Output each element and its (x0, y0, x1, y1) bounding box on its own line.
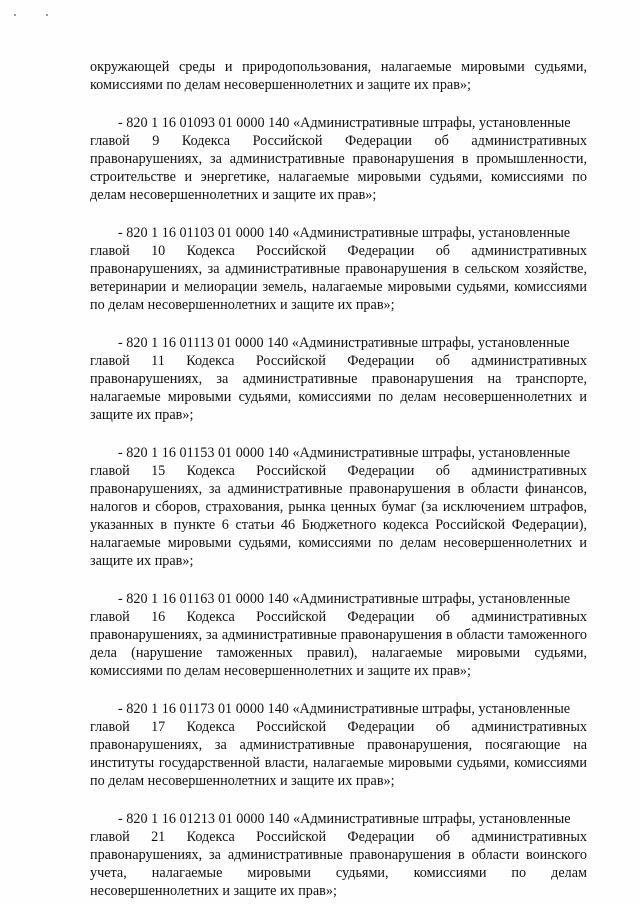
document-body (90, 58, 587, 920)
item-code-line: - 820 1 16 01113 01 0000 140 «Административные штрафы, установленные (118, 335, 570, 351)
item-code-line: - 820 1 16 01153 01 0000 140 «Административные штрафы, установленные (118, 445, 571, 461)
item-text: главой 17 Кодекса Российской Федерации об административных правонарушениях, за административные правонарушения, посягающие на институты государственной власти, налагаемые мировыми судьями, комиссиями по делам несовершеннолетних и защите их прав»; (90, 719, 587, 789)
item-text: главой 21 Кодекса Российской Федерации об административных правонарушениях, за административные правонарушения в области воинского учета, налагаемые мировыми судьями, комиссиями по делам несовершеннолетних и защите их прав»; (90, 829, 587, 899)
item-code-line: - 820 1 16 01213 01 0000 140 «Административные штрафы, установленные (118, 811, 571, 827)
list-item (90, 810, 587, 900)
item-text: главой 15 Кодекса Российской Федерации об административных правонарушениях, за административные правонарушения в области финансов, налогов и сборов, страхования, рынка ценных бумаг (за исключением штрафов, указанных в пункте 6 статьи 46 Бюджетного кодекса Российской Федерации), налагаемые мировыми судьями, комиссиями по делам несовершеннолетних и защите их прав»; (90, 463, 587, 569)
item-text: главой 10 Кодекса Российской Федерации об административных правонарушениях, за административные правонарушения в сельском хозяйстве, ветеринарии и мелиорации земель, налагаемые мировыми судьями, комиссиями по делам несовершеннолетних и защите их прав»; (90, 243, 587, 313)
list-item (90, 590, 587, 680)
list-item (90, 224, 587, 314)
item-code-line: - 820 1 16 01093 01 0000 140 «Административные штрафы, установленные (118, 115, 571, 131)
list-item (90, 114, 587, 204)
list-item (90, 334, 587, 424)
list-item (90, 700, 587, 790)
item-text: главой 16 Кодекса Российской Федерации об административных правонарушениях, за административные правонарушения в области таможенного дела (нарушение таможенных правил), налагаемые мировыми судьями, комиссиями по делам несовершеннолетних и защите их прав»; (90, 609, 587, 679)
intro-paragraph: окружающей среды и природопользования, налагаемые мировыми судьями, комиссиями по делам несовершеннолетних и защите их прав»; (90, 59, 587, 93)
item-code-line: - 820 1 16 01163 01 0000 140 «Административные штрафы, установленные (118, 591, 571, 607)
item-code-line: - 820 1 16 01103 01 0000 140 «Административные штрафы, установленные (118, 225, 571, 241)
list-item (90, 444, 587, 570)
item-text: главой 9 Кодекса Российской Федерации об административных правонарушениях, за административные правонарушения в промышленности, строительстве и энергетике, налагаемые мировыми судьями, комиссиями по делам несовершеннолетних и защите их прав»; (90, 133, 587, 203)
item-text: главой 11 Кодекса Российской Федерации об административных правонарушениях, за административные правонарушения на транспорте, налагаемые мировыми судьями, комиссиями по делам несовершеннолетних и защите их прав»; (90, 353, 587, 423)
item-code-line: - 820 1 16 01173 01 0000 140 «Административные штрафы, установленные (118, 701, 571, 717)
scan-artifact (14, 14, 48, 16)
